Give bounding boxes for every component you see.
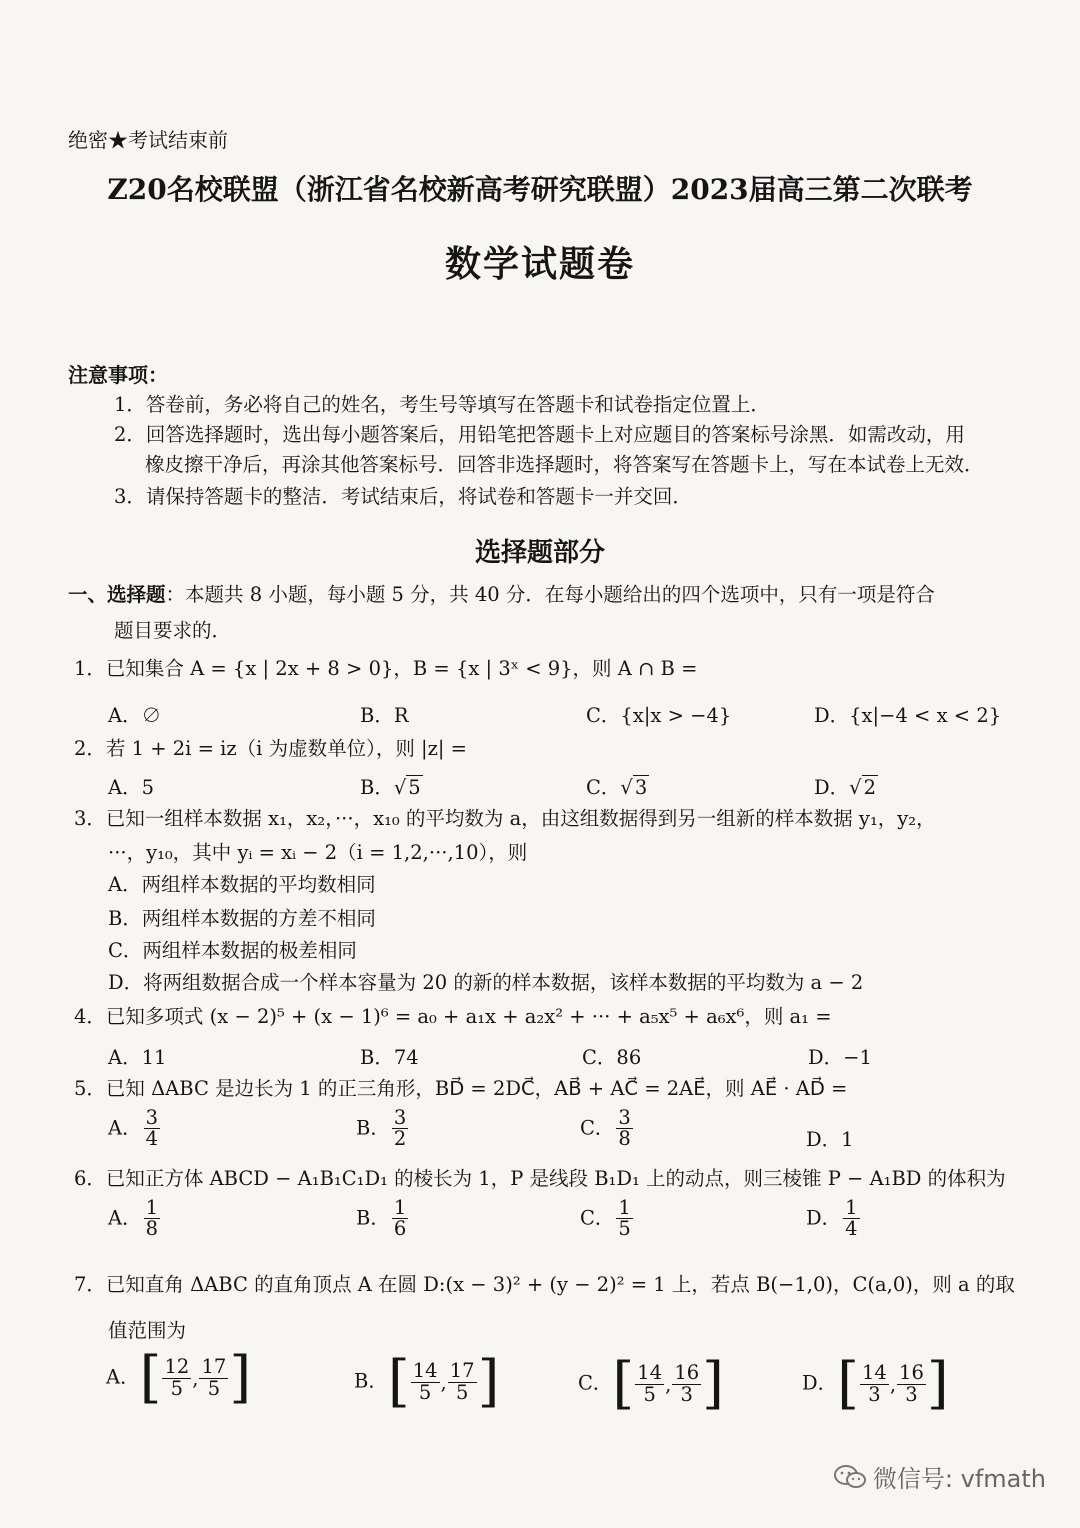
exam-title: Z20名校联盟（浙江省名校新高考研究联盟）2023届高三第二次联考 <box>107 173 973 206</box>
confidential-mark: 绝密★考试结束前 <box>68 128 228 152</box>
fraction-denominator: 2 <box>393 1127 407 1151</box>
q4-stem: 4．已知多项式 (x − 2)⁵ + (x − 1)⁶ = a₀ + a₁x + a₂x² + ··· + a₅x⁵ + a₆x⁶，则 a₁ = <box>74 1005 832 1028</box>
fraction-denominator: 5 <box>170 1376 184 1400</box>
section-intro <box>68 584 935 606</box>
q5-option-c-fraction <box>616 1108 632 1150</box>
q2-option-c-root: √ 3 <box>620 776 648 799</box>
q7-option-a-interval: [ $\frac{12}{5}$ , $\frac{17}{5}$ ] <box>139 1345 252 1410</box>
fraction-numerator: 14 <box>412 1359 438 1383</box>
q2-option-d <box>814 772 878 800</box>
q7-option-a <box>106 1345 252 1410</box>
fraction-numerator: 16 <box>899 1361 924 1385</box>
fraction-denominator: 4 <box>845 1217 858 1241</box>
q1-option-c: C．{x|x > −4} <box>586 704 732 727</box>
q3-option-d: D．将两组数据合成一个样本容量为 20 的新的样本数据，该样本数据的平均数为 a − 2 <box>108 971 864 994</box>
fraction-denominator: 5 <box>207 1376 221 1400</box>
fraction-numerator: 1 <box>618 1196 631 1219</box>
q6-option-b-fraction <box>392 1198 408 1240</box>
interval-upper <box>448 1361 477 1403</box>
fraction-denominator: 3 <box>868 1382 881 1406</box>
fraction-numerator: 17 <box>201 1355 227 1379</box>
q2-stem: 2．若 1 + 2i = iz（i 为虚数单位），则 |z| = <box>74 737 467 760</box>
q6-option-c-label: C． <box>580 1206 615 1230</box>
interval-lower <box>162 1357 191 1399</box>
q2-option-b <box>360 772 423 800</box>
note-item-2-cont: 橡皮擦干净后，再涂其他答案标号．回答非选择题时，将答案写在答题卡上，写在本试卷上无效． <box>145 453 984 476</box>
fraction-numerator: 1 <box>393 1196 407 1219</box>
left-bracket: [ <box>139 1345 162 1410</box>
q3-option-a: A．两组样本数据的平均数相同 <box>108 873 376 896</box>
q3-stem-cont: ···，y₁₀，其中 yᵢ = xᵢ − 2（i = 1,2,···,10），则 <box>108 841 528 864</box>
q6-option-a <box>108 1198 162 1240</box>
q6-option-c-fraction <box>616 1198 632 1240</box>
notes-heading: 注意事项： <box>68 363 168 387</box>
q6-option-c <box>580 1198 635 1240</box>
fraction-denominator: 4 <box>145 1127 159 1151</box>
q4-option-c: C．86 <box>582 1046 642 1069</box>
q7-option-a-label: A． <box>106 1365 140 1389</box>
right-bracket: ] <box>229 1345 252 1410</box>
q2-option-c <box>586 772 649 800</box>
interval-lower <box>411 1361 440 1403</box>
fraction-numerator: 12 <box>164 1355 190 1379</box>
section-intro-label: 一、选择题 <box>68 583 166 606</box>
q6-option-d-label: D． <box>806 1206 842 1230</box>
q7-stem-cont: 值范围为 <box>108 1319 187 1342</box>
q2-option-d-radicand: 2 <box>863 776 876 799</box>
left-bracket: [ <box>387 1349 410 1414</box>
q7-stem: 7．已知直角 ΔABC 的直角顶点 A 在圆 D:(x − 3)² + (y − 2)² = 1 上，若点 B(−1,0)，C(a,0)，则 a 的取 <box>74 1273 1015 1296</box>
interval-lower <box>860 1363 889 1405</box>
q2-option-c-radicand: 3 <box>634 776 648 799</box>
q6-option-b-label: B． <box>356 1206 390 1230</box>
q4-option-d: D．−1 <box>808 1046 872 1069</box>
q7-option-d <box>802 1351 949 1416</box>
q7-option-c-interval: [ $\frac{14}{5}$ , $\frac{16}{3}$ ] <box>612 1351 724 1416</box>
exam-subtitle: 数学试题卷 <box>444 243 635 285</box>
q6-option-a-label: A． <box>108 1206 142 1230</box>
note-item-3: 3．请保持答题卡的整洁．考试结束后，将试卷和答题卡一并交回． <box>114 485 692 508</box>
section-intro-cont: 题目要求的． <box>114 619 232 642</box>
fraction-denominator: 3 <box>905 1382 918 1406</box>
fraction-numerator: 14 <box>637 1361 663 1385</box>
q5-option-a-fraction <box>144 1108 160 1150</box>
fraction-denominator: 3 <box>680 1382 693 1406</box>
note-item-1: 1．答卷前，务必将自己的姓名，考生号等填写在答题卡和试卷指定位置上． <box>114 393 770 416</box>
q2-option-a: A．5 <box>108 776 154 799</box>
q4-option-a: A．11 <box>108 1046 167 1069</box>
fraction-numerator: 17 <box>449 1359 475 1383</box>
fraction-denominator: 8 <box>618 1127 631 1151</box>
q1-option-b: B．R <box>360 704 409 727</box>
q5-option-c-label: C． <box>580 1116 615 1140</box>
fraction-numerator: 16 <box>674 1361 700 1385</box>
section-title: 选择题部分 <box>474 538 605 568</box>
q7-option-c <box>578 1351 724 1416</box>
q1-option-a: A．∅ <box>108 704 162 727</box>
fraction-denominator: 5 <box>418 1380 432 1404</box>
q3-option-c: C．两组样本数据的极差相同 <box>108 939 357 962</box>
q1-option-d: D．{x|−4 < x < 2} <box>814 704 1002 727</box>
right-bracket: ] <box>477 1349 500 1414</box>
q2-option-c-label: C． <box>586 776 621 799</box>
right-bracket: ] <box>702 1351 724 1416</box>
fraction-denominator: 8 <box>145 1217 159 1241</box>
q3-option-b: B．两组样本数据的方差不相同 <box>108 907 376 930</box>
fraction-numerator: 1 <box>145 1196 159 1219</box>
q6-stem: 6．已知正方体 ABCD − A₁B₁C₁D₁ 的棱长为 1，P 是线段 B₁D₁ 上的动点，则三棱锥 P − A₁BD 的体积为 <box>74 1167 1006 1190</box>
q2-option-b-root: √ 5 <box>393 776 421 799</box>
fraction-denominator: 5 <box>455 1380 469 1404</box>
interval-upper <box>199 1357 228 1399</box>
q7-option-b-interval: [ $\frac{14}{5}$ , $\frac{17}{5}$ ] <box>387 1349 500 1414</box>
interval-upper <box>672 1363 701 1405</box>
fraction-denominator: 5 <box>643 1382 656 1406</box>
q5-option-a-label: A． <box>108 1116 142 1140</box>
left-bracket: [ <box>612 1351 635 1416</box>
q7-option-b-label: B． <box>354 1369 388 1393</box>
q7-option-d-interval: [ $\frac{14}{3}$ , $\frac{16}{3}$ ] <box>837 1351 949 1416</box>
q2-option-d-root: √ 2 <box>849 776 876 799</box>
right-bracket: ] <box>926 1351 949 1416</box>
q5-stem: 5．已知 ΔABC 是边长为 1 的正三角形，BD⃗ = 2DC⃗，AB⃗ + AC⃗ = 2AE⃗，则 AE⃗ · AD⃗ = <box>74 1077 848 1100</box>
q6-option-a-fraction <box>144 1198 160 1240</box>
q1-stem: 1．已知集合 A = {x | 2x + 8 > 0}，B = {x | 3ˣ < 9}，则 A ∩ B = <box>74 657 698 680</box>
fraction-numerator: 3 <box>618 1106 631 1129</box>
fraction-numerator: 3 <box>393 1106 407 1129</box>
q7-option-d-label: D． <box>802 1371 838 1395</box>
q2-option-b-label: B． <box>360 776 394 799</box>
watermark-text: 微信号: vfmath <box>872 1465 1046 1493</box>
fraction-denominator: 5 <box>618 1217 631 1241</box>
left-bracket: [ <box>837 1351 859 1416</box>
q6-option-b <box>356 1198 410 1240</box>
q6-option-d <box>806 1198 862 1240</box>
q2-option-d-label: D． <box>814 776 850 799</box>
q5-option-d: D．1 <box>806 1128 854 1151</box>
q5-option-c <box>580 1108 635 1150</box>
q7-option-c-label: C． <box>578 1371 613 1395</box>
q5-option-b-label: B． <box>356 1116 390 1140</box>
note-item-2: 2．回答选择题时，选出每小题答案后，用铅笔把答题卡上对应题目的答案标号涂黑．如需改动，用 <box>114 423 965 446</box>
q6-option-d-fraction <box>843 1198 859 1240</box>
q3-stem: 3．已知一组样本数据 x₁，x₂，···，x₁₀ 的平均数为 a，由这组数据得到另一组新的样本数据 y₁，y₂， <box>74 807 936 830</box>
fraction-numerator: 1 <box>845 1196 858 1219</box>
fraction-denominator: 6 <box>393 1217 407 1241</box>
fraction-numerator: 14 <box>862 1361 887 1385</box>
q5-option-b <box>356 1108 410 1150</box>
watermark <box>833 1459 1046 1494</box>
q5-option-a <box>108 1108 162 1150</box>
interval-upper <box>897 1363 926 1405</box>
wechat-icon <box>833 1464 867 1490</box>
q4-option-b: B．74 <box>360 1046 419 1069</box>
q5-option-b-fraction <box>392 1108 408 1150</box>
section-intro-text: ：本题共 8 小题，每小题 5 分，共 40 分．在每小题给出的四个选项中，只有一项是符合 <box>165 583 935 606</box>
q2-option-b-radicand: 5 <box>408 776 421 799</box>
interval-lower <box>635 1363 664 1405</box>
q7-option-b <box>354 1349 500 1414</box>
fraction-numerator: 3 <box>145 1106 159 1129</box>
